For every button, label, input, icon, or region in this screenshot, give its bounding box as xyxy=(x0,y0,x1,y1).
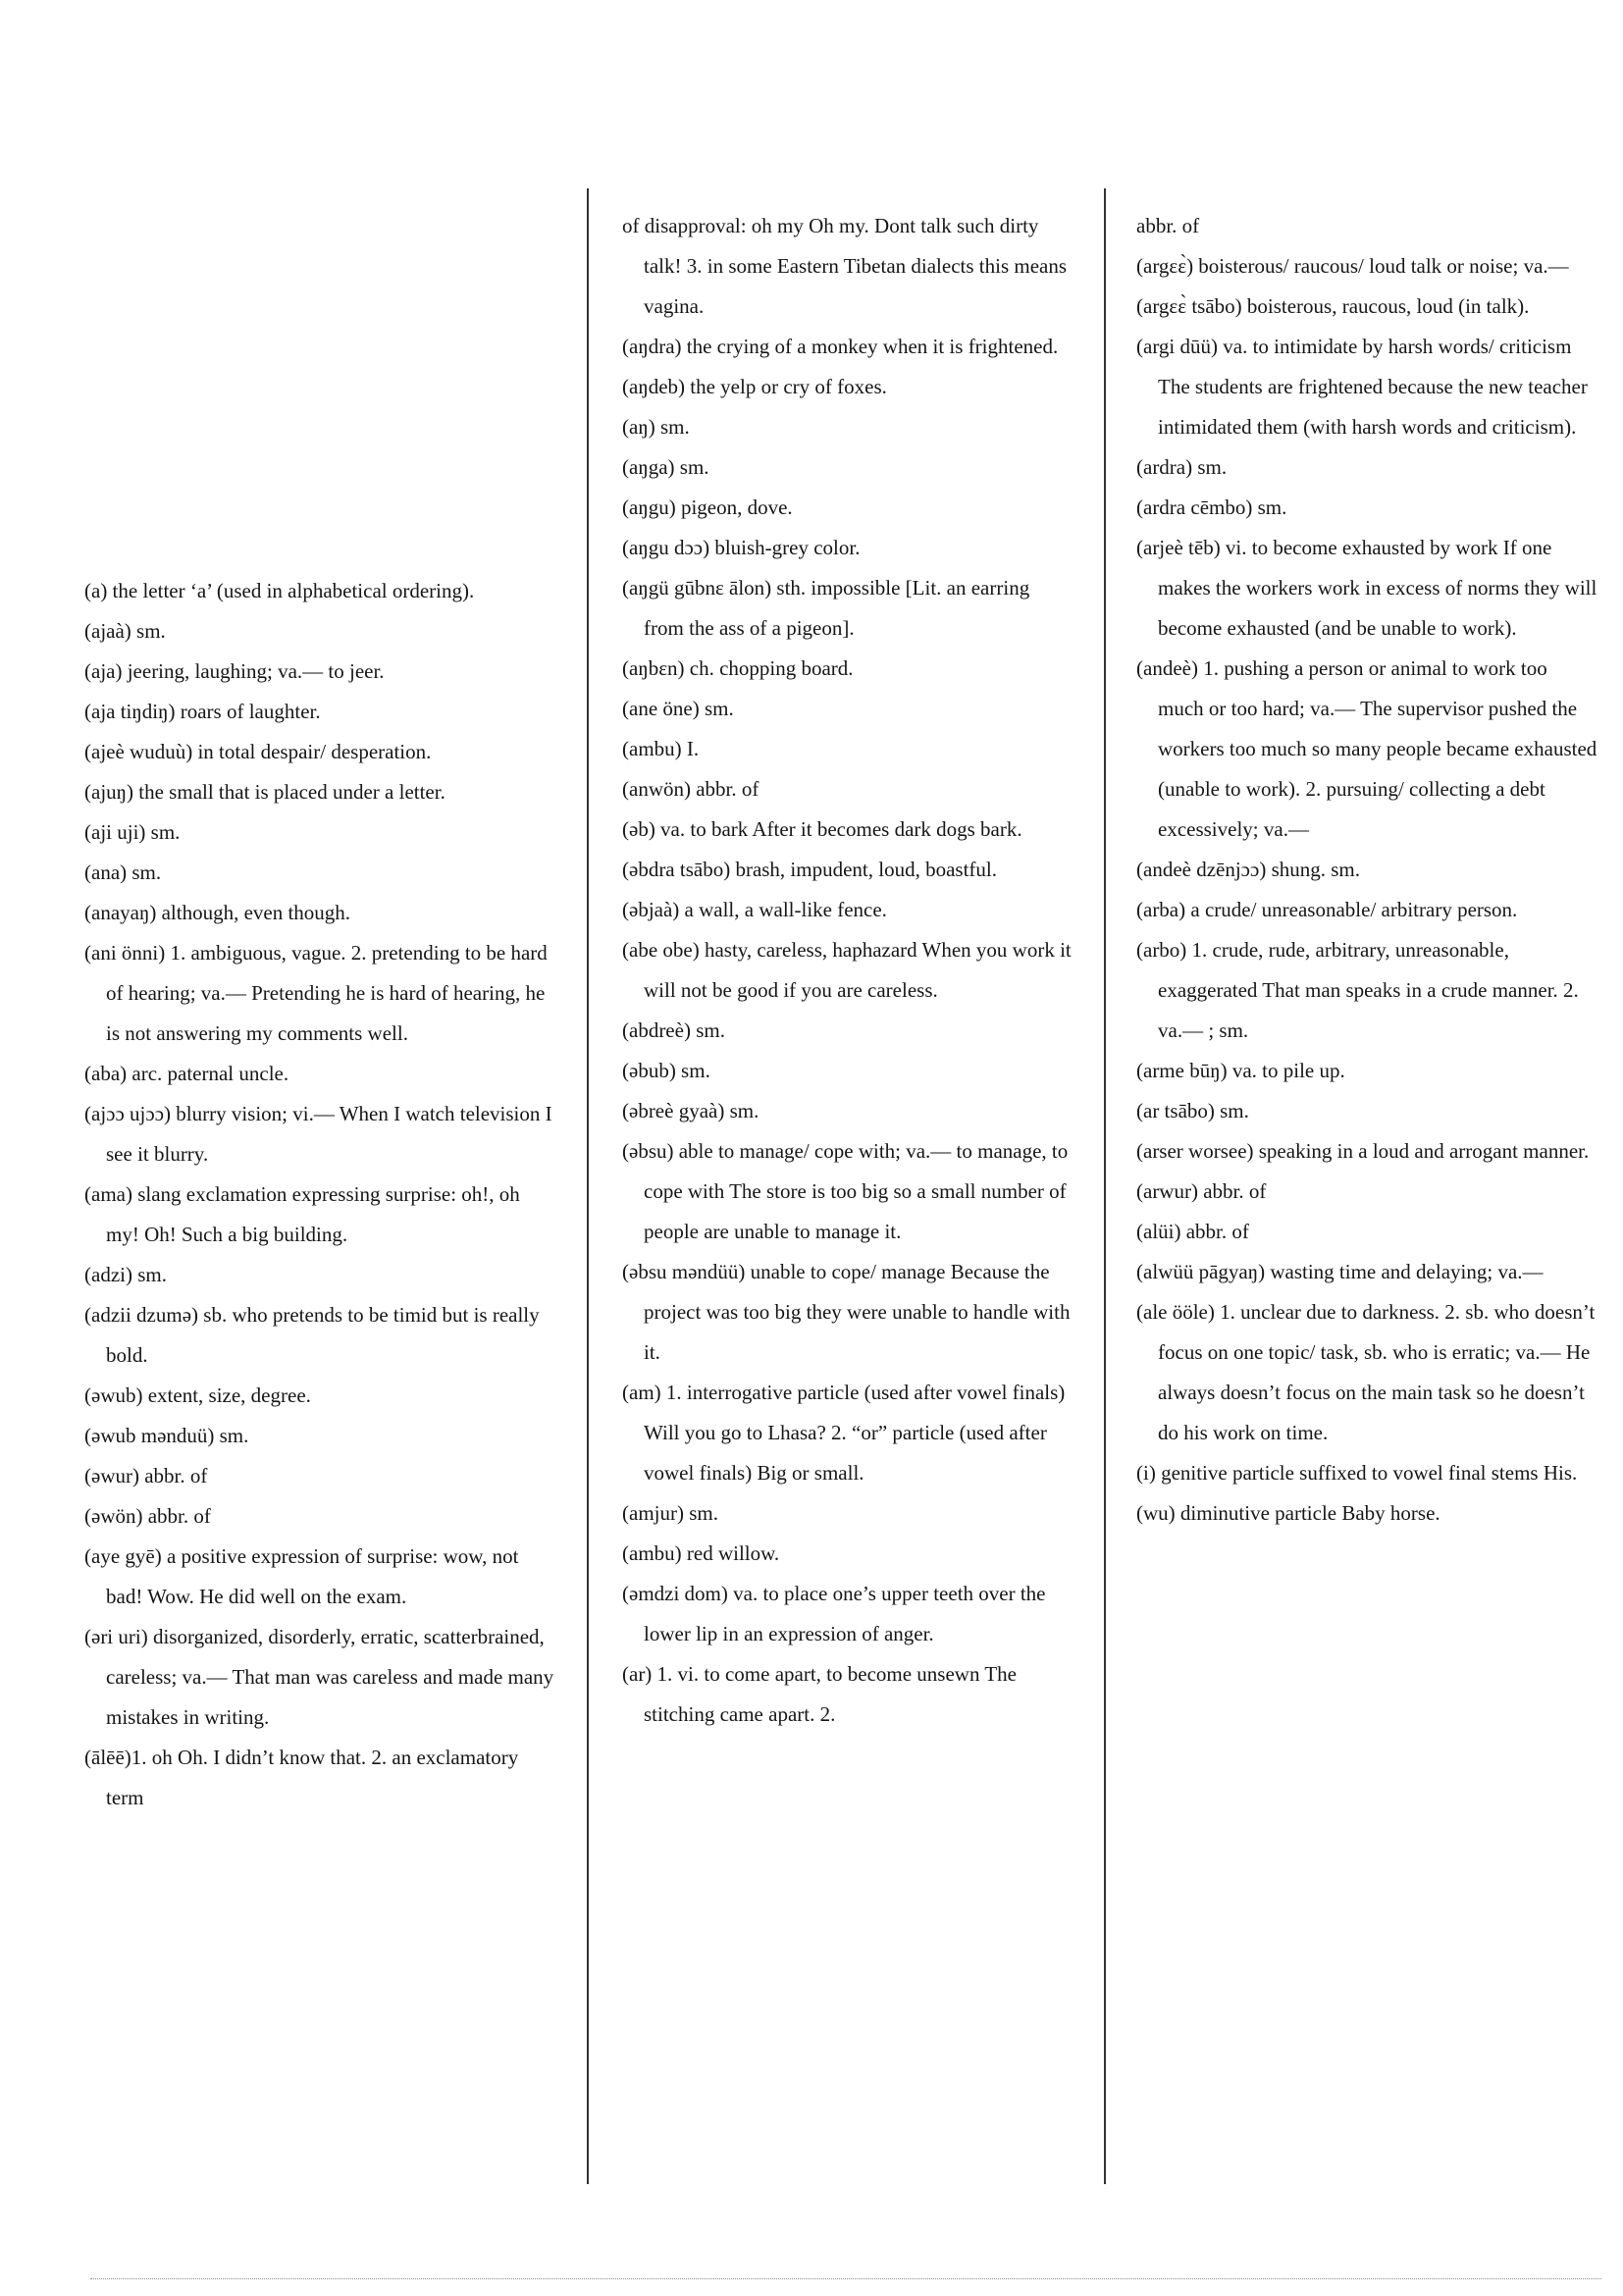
dictionary-entry: (əbdra tsābo) brash, impudent, loud, boastful. xyxy=(622,858,997,881)
dictionary-entry: (andeè) 1. pushing a person or animal to work too much or too hard; va.— The supervisor pushed the workers too much so many people became exhausted (unable to work). 2. pursuing/ collecting a debt excessively; va.— xyxy=(1136,656,1597,841)
dictionary-entry: (adzii dzumə) sb. who pretends to be timid but is really bold. xyxy=(84,1303,540,1367)
dictionary-entry: (aŋdeb) the yelp or cry of foxes. xyxy=(622,375,887,398)
dictionary-entry: (ajeè wuduù) in total despair/ desperation. xyxy=(84,740,432,763)
dictionary-entry: (ale ööle) 1. unclear due to darkness. 2. sb. who doesn’t focus on one topic/ task, sb. who is erratic; va.— He always doesn’t focus on the main task so he doesn’t do his work on time. xyxy=(1136,1300,1596,1444)
dictionary-entry: (arme būŋ) va. to pile up. xyxy=(1136,1059,1345,1082)
dictionary-column-2 xyxy=(622,206,1073,1735)
dictionary-entry: (əbsu məndüü) unable to cope/ manage Because the project was too big they were unable to handle with it. xyxy=(622,1260,1071,1364)
dictionary-entry: (a) the letter ‘a’ (used in alphabetical ordering). xyxy=(84,579,475,602)
dictionary-entry: (ardra) sm. xyxy=(1136,455,1228,479)
dictionary-entry: (əwub) extent, size, degree. xyxy=(84,1383,311,1407)
dictionary-column-1 xyxy=(84,571,555,1818)
dictionary-entry: (aja) jeering, laughing; va.— to jeer. xyxy=(84,659,385,683)
dictionary-entry: of disapproval: oh my Oh my. Dont talk such dirty talk! 3. in some Eastern Tibetan dialects this means vagina. xyxy=(622,214,1068,318)
dictionary-entry: (argɛɛ̀) boisterous/ raucous/ loud talk or noise; va.— xyxy=(1136,254,1569,278)
dictionary-entry: (i) genitive particle suffixed to vowel final stems His. xyxy=(1136,1461,1578,1485)
dictionary-entry: (anayaŋ) although, even though. xyxy=(84,901,351,924)
dictionary-entry: (əwub mənduü) sm. xyxy=(84,1424,249,1447)
dictionary-entry: (aye gyē) a positive expression of surprise: wow, not bad! Wow. He did well on the exam. xyxy=(84,1544,519,1608)
dictionary-entry: (əwur) abbr. of xyxy=(84,1464,208,1487)
dictionary-entry: (argɛɛ̀ tsābo) boisterous, raucous, loud (in talk). xyxy=(1136,294,1530,318)
dictionary-entry: (əbreè gyaà) sm. xyxy=(622,1099,759,1122)
dictionary-entry: (wu) diminutive particle Baby horse. xyxy=(1136,1501,1440,1525)
dictionary-entry: (adzi) sm. xyxy=(84,1263,167,1286)
dictionary-entry: (argi dūü) va. to intimidate by harsh words/ criticism The students are frightened because the new teacher intimidated them (with harsh words and criticism). xyxy=(1136,335,1588,439)
dictionary-entry: (əmdzi dom) va. to place one’s upper teeth over the lower lip in an expression of anger. xyxy=(622,1582,1046,1645)
dictionary-entry: (aŋdra) the crying of a monkey when it is frightened. xyxy=(622,335,1059,358)
dictionary-entry: (ajɔɔ ujɔɔ) blurry vision; vi.— When I watch television I see it blurry. xyxy=(84,1102,552,1166)
dictionary-entry: (arbo) 1. crude, rude, arbitrary, unreasonable, exaggerated That man speaks in a crude manner. 2. va.— ; sm. xyxy=(1136,938,1579,1042)
dictionary-entry: (abe obe) hasty, careless, haphazard When you work it will not be good if you are careless. xyxy=(622,938,1072,1002)
dictionary-entry: (ajaà) sm. xyxy=(84,619,166,643)
dictionary-entry: (andeè dzēnjɔɔ) shung. sm. xyxy=(1136,858,1360,881)
column-divider xyxy=(587,188,589,2184)
dictionary-entry: (ar tsābo) sm. xyxy=(1136,1099,1249,1122)
dictionary-entry: (alwüü pāgyaŋ) wasting time and delaying; va.— xyxy=(1136,1260,1544,1283)
dictionary-entry: (əb) va. to bark After it becomes dark dogs bark. xyxy=(622,817,1022,841)
dictionary-entry: (aŋ) sm. xyxy=(622,415,690,439)
dictionary-entry: (ar) 1. vi. to come apart, to become unsewn The stitching came apart. 2. xyxy=(622,1662,1017,1726)
dictionary-entry: (alüi) abbr. of xyxy=(1136,1220,1249,1243)
dictionary-entry: (aja tiŋdiŋ) roars of laughter. xyxy=(84,700,321,723)
dictionary-entry: (ajuŋ) the small that is placed under a letter. xyxy=(84,780,445,804)
dictionary-entry: (əwön) abbr. of xyxy=(84,1504,211,1528)
dictionary-entry: (arba) a crude/ unreasonable/ arbitrary person. xyxy=(1136,898,1518,921)
dictionary-entry: (ani önni) 1. ambiguous, vague. 2. pretending to be hard of hearing; va.— Pretending he is hard of hearing, he is not answering my comments well. xyxy=(84,941,548,1045)
dictionary-entry: (anwön) abbr. of xyxy=(622,777,759,801)
column-divider xyxy=(1104,188,1106,2184)
dictionary-entry: (amjur) sm. xyxy=(622,1501,718,1525)
page-bottom-edge xyxy=(90,2278,1601,2280)
dictionary-entry: (əbsu) able to manage/ cope with; va.— to manage, to cope with The store is too big so a small number of people are unable to manage it. xyxy=(622,1139,1069,1243)
dictionary-entry: (aŋga) sm. xyxy=(622,455,709,479)
dictionary-column-3 xyxy=(1136,206,1597,1534)
dictionary-entry: (arwur) abbr. of xyxy=(1136,1179,1267,1203)
dictionary-entry: (əbjaà) a wall, a wall-like fence. xyxy=(622,898,887,921)
dictionary-entry: (am) 1. interrogative particle (used after vowel finals) Will you go to Lhasa? 2. “or” particle (used after vowel finals) Big or small. xyxy=(622,1381,1066,1485)
dictionary-entry: (aŋbɛn) ch. chopping board. xyxy=(622,656,854,680)
dictionary-entry: (aŋgu dɔɔ) bluish-grey color. xyxy=(622,536,861,559)
dictionary-entry: (aŋgu) pigeon, dove. xyxy=(622,496,793,519)
dictionary-entry: (ardra cēmbo) sm. xyxy=(1136,496,1287,519)
dictionary-entry: (ambu) I. xyxy=(622,737,700,760)
dictionary-entry: (arjeè tēb) vi. to become exhausted by work If one makes the workers work in excess of norms they will become exhausted (and be unable to work). xyxy=(1136,536,1597,640)
dictionary-entry: (ama) slang exclamation expressing surprise: oh!, oh my! Oh! Such a big building. xyxy=(84,1182,520,1246)
dictionary-entry: (arser worsee) speaking in a loud and arrogant manner. xyxy=(1136,1139,1590,1163)
dictionary-entry: (ane öne) sm. xyxy=(622,697,734,720)
dictionary-entry: (aba) arc. paternal uncle. xyxy=(84,1062,289,1085)
dictionary-entry: (ālēē)1. oh Oh. I didn’t know that. 2. an exclamatory term xyxy=(84,1746,519,1809)
dictionary-entry: (ana) sm. xyxy=(84,861,162,884)
dictionary-entry: abbr. of xyxy=(1136,214,1200,237)
dictionary-entry: (əbub) sm. xyxy=(622,1059,710,1082)
dictionary-entry: (ambu) red willow. xyxy=(622,1541,780,1565)
dictionary-entry: (aŋgü gūbnɛ ālon) sth. impossible [Lit. an earring from the ass of a pigeon]. xyxy=(622,576,1030,640)
dictionary-entry: (aji uji) sm. xyxy=(84,820,181,844)
dictionary-entry: (əri uri) disorganized, disorderly, erratic, scatterbrained, careless; va.— That man was careless and made many mistakes in writing. xyxy=(84,1625,554,1729)
dictionary-entry: (abdreè) sm. xyxy=(622,1018,725,1042)
